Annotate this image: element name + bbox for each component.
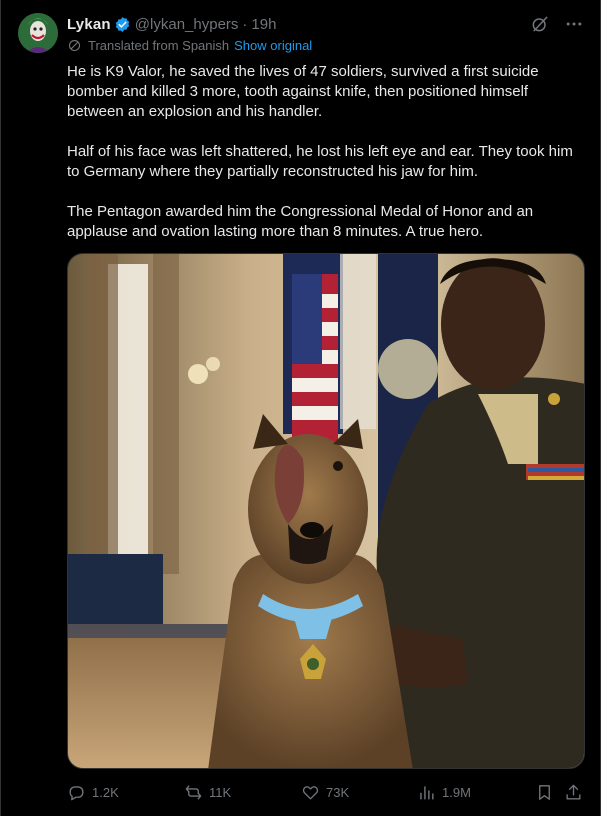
grok-icon[interactable] <box>530 14 550 34</box>
repost-count: 11K <box>209 784 232 800</box>
tweet-paragraph: He is K9 Valor, he saved the lives of 47 soldiers, survived a first suicide bomber and killed 3 more, tooth against knife, then positioned himself between an explosion and his handler. <box>67 63 539 120</box>
bookmark-icon <box>535 783 554 802</box>
header-actions <box>530 14 584 34</box>
like-count: 73K <box>326 784 350 800</box>
translate-icon <box>67 38 82 53</box>
share-button[interactable] <box>564 783 583 802</box>
author-handle[interactable]: @lykan_hypers <box>134 15 239 33</box>
tweet-paragraph: The Pentagon awarded him the Congressional Medal of Honor and an applause and ovation lasting more than 8 minutes. A true hero. <box>67 203 534 240</box>
repost-icon <box>184 783 203 802</box>
action-bar <box>67 781 584 803</box>
more-icon[interactable] <box>564 14 584 34</box>
flag-stripes <box>292 274 338 454</box>
post-header <box>67 14 584 34</box>
tweet-paragraph: Half of his face was left shattered, he lost his left eye and ear. They took him to Germany where they partially reconstructed his jaw for him. <box>67 143 573 180</box>
post-time[interactable]: 19h <box>251 15 277 33</box>
avatar-image <box>18 13 58 53</box>
repost-button[interactable] <box>184 783 231 802</box>
like-icon <box>301 783 320 802</box>
show-original-link[interactable]: Show original <box>234 38 313 53</box>
share-icon <box>564 783 583 802</box>
translated-from-label: Translated from Spanish <box>88 38 230 53</box>
separator-dot: · <box>242 15 248 33</box>
translation-note <box>67 38 312 53</box>
dog-medal-photo <box>68 254 585 769</box>
tweet-text <box>67 62 577 262</box>
bookmark-button[interactable] <box>535 783 554 802</box>
like-button[interactable] <box>301 783 349 802</box>
verified-badge-icon <box>114 16 131 33</box>
reply-button[interactable] <box>67 783 119 802</box>
views-button[interactable] <box>417 783 471 802</box>
avatar[interactable] <box>18 13 58 53</box>
post-image[interactable] <box>67 253 585 769</box>
reply-icon <box>67 783 86 802</box>
author-name[interactable]: Lykan <box>67 15 111 33</box>
views-count: 1.9M <box>442 784 471 800</box>
reply-count: 1.2K <box>92 784 119 800</box>
views-icon <box>417 783 436 802</box>
